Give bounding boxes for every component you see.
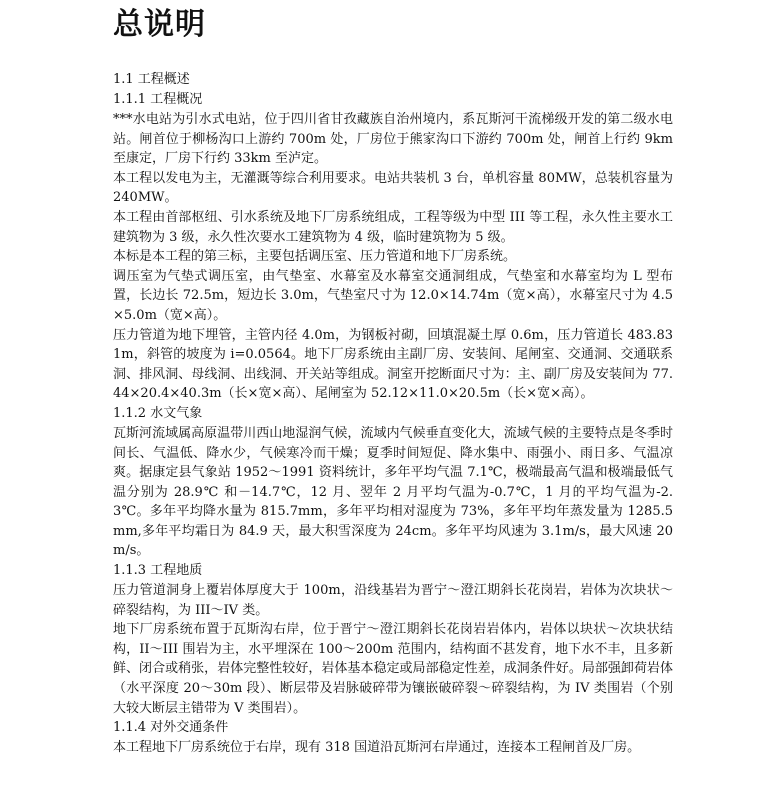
paragraph-geology-powerhouse: 地下厂房系统布置于瓦斯沟右岸，位于晋宁～澄江期斜长花岗岩岩体内，岩体以块状～次块状结构，II～III 围岩为主，水平埋深在 100～200m 范围内，结构面不甚发育，地下水不丰，且多新鲜、闭合或稍张，岩体完整性较好，岩体基本稳定或局部稳定性差，成洞条件好。局部强卸荷岩体（水平深度 20～30m 段）、断层带及岩脉破碎带为镶嵌破碎裂～碎裂结构，为 IV 类围岩（个别大较大断层主错带为 V 类围岩）。 <box>113 622 673 716</box>
paragraph-penstock: 压力管道为地下埋管，主管内径 4.0m，为钢板衬砌，回填混凝土厚 0.6m，压力管道长 483.831m，斜管的坡度为 i=0.0564。地下厂房系统由主副厂房、安装间、尾闸室、交通洞、交通联系洞、排风洞、母线洞、出线洞、开关站等组成。洞室开挖断面尺寸为：主、副厂房及安装间为 77.44×20.4×40.3m（长×宽×高）、尾闸室为 52.12×11.0×20.5m（长×宽×高）。 <box>113 327 673 402</box>
document-page <box>113 0 673 758</box>
paragraph-capacity: 本工程以发电为主，无灌溉等综合利用要求。电站共装机 3 台，单机容量 80MW，总装机容量为 240MW。 <box>113 170 673 206</box>
section-heading-1-1: 1.1 工程概述 <box>113 72 190 87</box>
document-title: 总说明 <box>113 7 206 42</box>
paragraph-composition: 本工程由首部枢纽、引水系统及地下厂房系统组成，工程等级为中型 III 等工程，永久性主要水工建筑物为 3 级，永久性次要水工建筑物为 4 级，临时建筑物为 5 级。 <box>113 209 673 245</box>
paragraph-scope: 本标是本工程的第三标，主要包括调压室、压力管道和地下厂房系统。 <box>113 249 517 265</box>
section-heading-1-1-3: 1.1.3 工程地质 <box>113 563 203 579</box>
paragraph-surge-chamber: 调压室为气垫式调压室，由气垫室、水幕室及水幕室交通洞组成，气垫室和水幕室均为 L 型布置，长边长 72.5m，短边长 3.0m，气垫室尺寸为 12.0×14.74m（宽×高），水幕室尺寸为 4.5×5.0m（宽×高）。 <box>113 268 673 323</box>
paragraph-geology-penstock: 压力管道洞身上覆岩体厚度大于 100m，沿线基岩为晋宁～澄江期斜长花岗岩，岩体为次块状～碎裂结构，为 III～IV 类。 <box>113 583 673 618</box>
paragraph-location: ***水电站为引水式电站，位于四川省甘孜藏族自治州境内，系瓦斯河干流梯级开发的第二级水电站。闸首位于柳杨沟口上游约 700m 处，厂房位于熊家沟口下游约 700m 处，闸首上行约 9km 至康定，厂房下行约 33km 至泸定。 <box>113 112 673 167</box>
section-heading-1-1-4: 1.1.4 对外交通条件 <box>113 720 229 736</box>
paragraph-transport: 本工程地下厂房系统位于右岸，现有 318 国道沿瓦斯河右岸通过，连接本工程闸首及厂房。 <box>113 740 641 756</box>
section-heading-1-1-1: 1.1.1 工程概况 <box>113 92 203 107</box>
section-heading-1-1-2: 1.1.2 水文气象 <box>113 405 203 421</box>
paragraph-hydrology: 瓦斯河流域属高原温带川西山地湿润气候，流域内气候垂直变化大，流域气候的主要特点是冬季时间长、气温低、降水少，气候寒冷而干燥；夏季时间短促、降水集中、雨强小、雨日多、气温凉爽。据康定县气象站 1952～1991 资料统计，多年平均气温 7.1℃，极端最高气温和极端最低气温分别为 28.9℃ 和－14.7℃，12 月、翌年 2 月平均气温为-0.7℃，1 月的平均气温为-2.3℃。多年平均降水量为 815.7mm，多年平均相对湿度为 73%，多年平均年蒸发量为 1285.5mm,多年平均霜日为 84.9 天，最大积雪深度为 24cm。多年平均风速为 3.1m/s，最大风速 20m/s。 <box>113 425 673 559</box>
